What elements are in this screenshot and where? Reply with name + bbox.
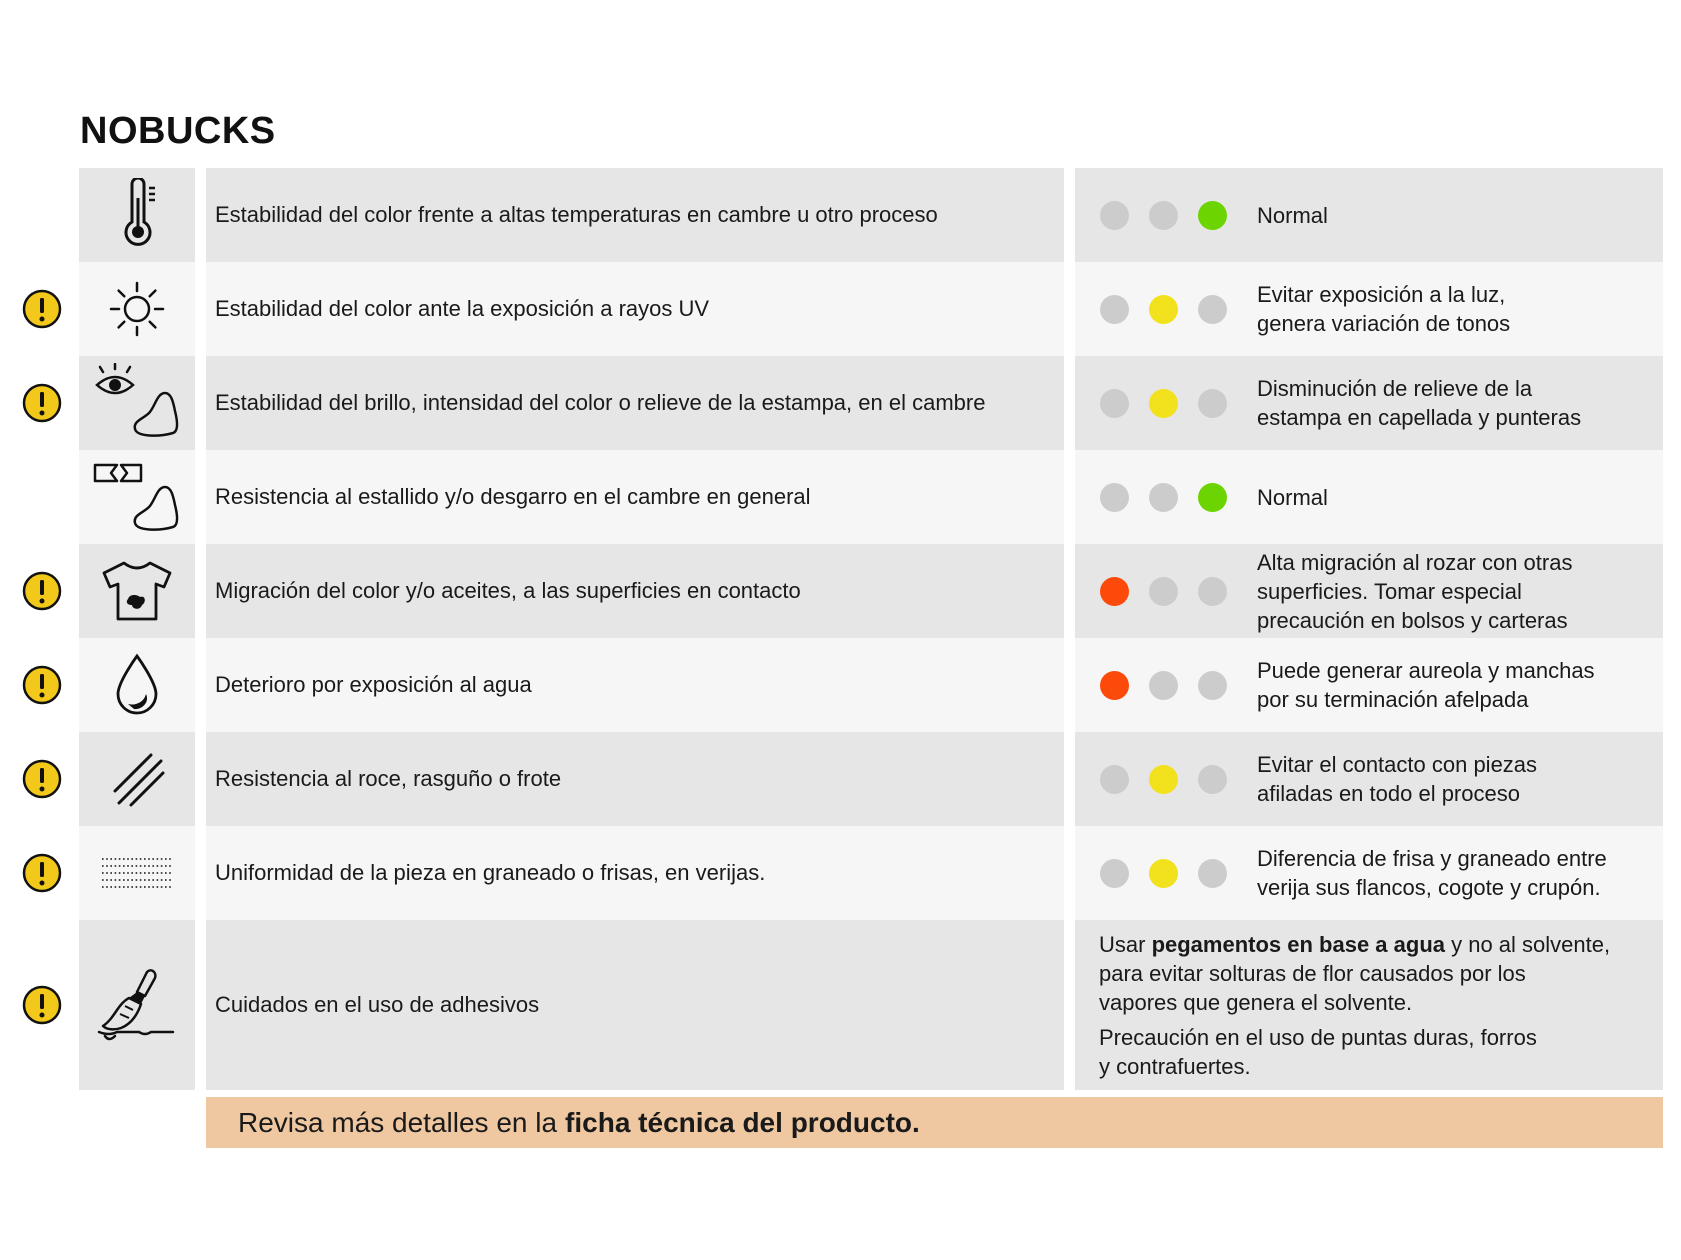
rating-dots: [1100, 295, 1257, 324]
row-note: Evitar exposición a la luz, genera variación de tonos: [1257, 282, 1511, 336]
table-row: [0, 732, 1681, 826]
row-note: Normal: [1257, 202, 1328, 228]
adhesive-note: Usar pegamentos en base a agua y no al solvente, para evitar solturas de flor causados por los vapores que genera el solvente. Precaución en el uso de puntas duras, forros y contrafuertes.: [1099, 931, 1611, 1079]
page-title: NOBUCKS: [80, 110, 276, 152]
row-note: Evitar el contacto con piezas afiladas en todo el proceso: [1257, 752, 1538, 806]
row-description: Estabilidad del color frente a altas temperaturas en cambre u otro proceso: [206, 168, 1064, 262]
sun-icon: [105, 277, 169, 341]
warning-icon: [22, 853, 62, 893]
rating-dot-red: [1100, 765, 1129, 794]
rating-dot-yellow: [1149, 201, 1178, 230]
rating-dot-green: [1198, 389, 1227, 418]
table-row: [0, 450, 1681, 544]
rating-dot-yellow: [1149, 389, 1178, 418]
tear-shoe-icon: [89, 457, 185, 537]
warning-icon: [22, 985, 62, 1025]
row-description: Resistencia al roce, rasguño o frote: [206, 732, 1064, 826]
rating-dots: [1100, 389, 1257, 418]
row-note: Normal: [1257, 484, 1328, 510]
eye-shoe-icon: [89, 363, 185, 443]
warning-icon: [22, 759, 62, 799]
rating-dot-red: [1100, 577, 1129, 606]
rating-dot-green: [1198, 201, 1227, 230]
warning-icon: [22, 665, 62, 705]
rating-dot-yellow: [1149, 859, 1178, 888]
table-row: [0, 356, 1681, 450]
tshirt-stain-icon: [100, 559, 174, 623]
rating-dot-red: [1100, 859, 1129, 888]
grain-texture-icon: [100, 853, 174, 893]
rating-dot-green: [1198, 859, 1227, 888]
table-row: [0, 638, 1681, 732]
rating-dot-green: [1198, 483, 1227, 512]
rating-dot-red: [1100, 295, 1129, 324]
rating-dot-green: [1198, 765, 1227, 794]
rating-dot-green: [1198, 671, 1227, 700]
row-description: Cuidados en el uso de adhesivos: [206, 920, 1064, 1090]
rating-dots: [1100, 483, 1257, 512]
table-row: [0, 544, 1681, 638]
rating-dot-red: [1100, 483, 1129, 512]
properties-table: [0, 168, 1681, 1090]
rating-dot-red: [1100, 389, 1129, 418]
rating-dot-yellow: [1149, 765, 1178, 794]
rating-dots: [1100, 859, 1257, 888]
table-row: [0, 168, 1681, 262]
rating-dot-red: [1100, 671, 1129, 700]
row-description: Deterioro por exposición al agua: [206, 638, 1064, 732]
rating-dot-yellow: [1149, 671, 1178, 700]
glue-brush-icon: [95, 966, 179, 1044]
row-description: Estabilidad del color ante la exposición a rayos UV: [206, 262, 1064, 356]
rating-dot-green: [1198, 295, 1227, 324]
rating-dot-yellow: [1149, 295, 1178, 324]
warning-icon: [22, 571, 62, 611]
scratch-icon: [105, 747, 169, 811]
water-drop-icon: [112, 652, 162, 718]
row-description: Resistencia al estallido y/o desgarro en el cambre en general: [206, 450, 1064, 544]
rating-dot-yellow: [1149, 577, 1178, 606]
row-description: Estabilidad del brillo, intensidad del color o relieve de la estampa, en el cambre: [206, 356, 1064, 450]
row-description: Uniformidad de la pieza en graneado o frisas, en verijas.: [206, 826, 1064, 920]
rating-dots: [1100, 671, 1257, 700]
table-row-adhesives: [0, 920, 1681, 1090]
row-note: Diferencia de frisa y graneado entre verija sus flancos, cogote y crupón.: [1257, 846, 1607, 900]
rating-dots: [1100, 765, 1257, 794]
warning-icon: [22, 289, 62, 329]
footer-banner: [206, 1097, 1663, 1148]
rating-dot-green: [1198, 577, 1227, 606]
row-description: Migración del color y/o aceites, a las superficies en contacto: [206, 544, 1064, 638]
rating-dots: [1100, 201, 1257, 230]
rating-dots: [1100, 577, 1257, 606]
warning-icon: [22, 383, 62, 423]
footer-bold-text: ficha técnica del producto.: [565, 1106, 920, 1138]
thermometer-icon: [102, 178, 172, 252]
table-row: [0, 262, 1681, 356]
row-note: Alta migración al rozar con otras superficies. Tomar especial precaución en bolsos y carteras: [1257, 549, 1573, 633]
table-row: [0, 826, 1681, 920]
row-note: Disminución de relieve de la estampa en capellada y punteras: [1257, 376, 1582, 430]
rating-dot-yellow: [1149, 483, 1178, 512]
rating-dot-red: [1100, 201, 1129, 230]
row-note: Puede generar aureola y manchas por su terminación afelpada: [1257, 658, 1595, 712]
footer-text: Revisa más detalles en la: [238, 1106, 558, 1138]
